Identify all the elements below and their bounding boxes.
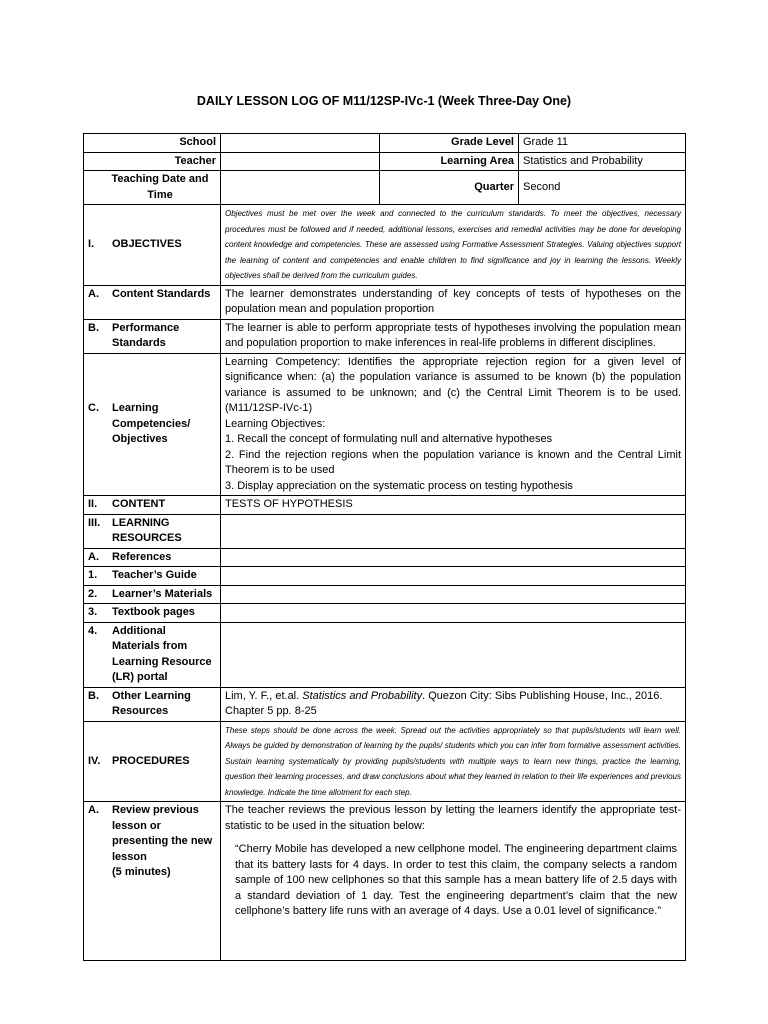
content-num: II. xyxy=(88,498,98,510)
reference-publisher: . Quezon City: Sibs Publishing House, Inc., 2016. Chapter 5 pp. 8-25 xyxy=(225,689,663,717)
review-heading xyxy=(84,802,221,961)
objectives-label: OBJECTIVES xyxy=(112,238,182,250)
references-value xyxy=(221,548,686,567)
quarter-value: Second xyxy=(519,171,686,205)
page-title: DAILY LESSON LOG OF M11/12SP-IVc-1 (Week Three-Day One) xyxy=(196,94,572,108)
learners-materials-heading xyxy=(84,585,221,604)
content-label: CONTENT xyxy=(112,498,166,510)
learning-resources-label: LEARNING RESOURCES xyxy=(112,516,182,544)
learning-objective-2: 2. Find the rejection regions when the population variance is known and the Central Limit Theorem is to be used xyxy=(225,448,681,476)
textbook-pages-label: Textbook pages xyxy=(112,606,195,618)
learners-materials-row xyxy=(84,585,686,604)
review-label-group xyxy=(112,803,216,881)
learning-area-label: Learning Area xyxy=(380,152,519,171)
textbook-pages-row xyxy=(84,604,686,623)
learning-resources-row xyxy=(84,514,686,548)
teachers-guide-label: Teacher’s Guide xyxy=(112,569,197,581)
school-label: School xyxy=(84,134,221,153)
learning-resources-value xyxy=(221,514,686,548)
competencies-num: C. xyxy=(88,402,99,414)
content-text: TESTS OF HYPOTHESIS xyxy=(221,496,686,515)
content-standards-label: Content Standards xyxy=(112,287,211,300)
performance-standards-label: Performance Standards xyxy=(112,321,180,349)
content-standards-row xyxy=(84,285,686,319)
review-time: (5 minutes) xyxy=(112,866,171,878)
lesson-log-table xyxy=(83,133,686,961)
performance-standards-row xyxy=(84,319,686,353)
content-standards-heading xyxy=(84,285,221,319)
date-row xyxy=(84,171,686,205)
references-heading xyxy=(84,548,221,567)
competencies-label: Learning Competencies/ Objectives xyxy=(112,402,191,445)
textbook-pages-heading xyxy=(84,604,221,623)
teachers-guide-row xyxy=(84,567,686,586)
grade-level-label: Grade Level xyxy=(380,134,519,153)
other-resources-row xyxy=(84,687,686,721)
reference-author: Lim, Y. F., et.al. xyxy=(225,689,303,702)
competencies-row xyxy=(84,353,686,496)
teachers-guide-heading xyxy=(84,567,221,586)
school-row xyxy=(84,134,686,153)
learning-area-value: Statistics and Probability xyxy=(519,152,686,171)
review-row xyxy=(84,802,686,961)
teachers-guide-num: 1. xyxy=(88,569,98,581)
teaching-date-label: Teaching Date and Time xyxy=(84,171,221,205)
learning-objective-3: 3. Display appreciation on the systematic process on testing hypothesis xyxy=(225,479,573,492)
learning-competency-text: Learning Competency: Identifies the appropriate rejection region for a given level of significance when: (a) the population variance is assumed to be known (b) the population variance is assumed to be unknown; and (c) the Central Limit Theorem is to be used. (M11/12SP-IVc-1) xyxy=(225,355,681,414)
additional-materials-value xyxy=(221,622,686,687)
learning-resources-num: III. xyxy=(88,516,101,529)
teacher-label: Teacher xyxy=(84,152,221,171)
other-resources-num: B. xyxy=(88,689,99,702)
references-num: A. xyxy=(88,550,99,563)
additional-materials-num: 4. xyxy=(88,624,98,637)
performance-standards-heading xyxy=(84,319,221,353)
additional-materials-heading xyxy=(84,622,221,687)
review-label: Review previous lesson or presenting the new lesson xyxy=(112,804,213,863)
content-standards-num: A. xyxy=(88,287,99,300)
learning-resources-heading xyxy=(84,514,221,548)
other-resources-value xyxy=(221,687,686,721)
procedures-note: These steps should be done across the week. Spread out the activities appropriately so that pupils/students will learn well. Always be guided by demonstration of learning by the pupils/ students which you can infer from formative assessment activities. Sustain learning systematically by providing pupils/students with multiple ways to learn new things, practice the learning, question their learning processes, and draw conclusions about what they learned in relation to their life experiences and previous knowledge. Indicate the time allotment for each step. xyxy=(221,721,686,802)
references-label: References xyxy=(112,550,172,563)
review-intro: The teacher reviews the previous lesson by letting the learners identify the appropriate test-statistic to be used in the situation below: xyxy=(225,804,681,832)
teacher-value xyxy=(221,152,380,171)
quarter-label: Quarter xyxy=(380,171,519,205)
performance-standards-text: The learner is able to perform appropriate tests of hypotheses involving the population mean and population proportion to make inferences in real-life problems in different disciplines. xyxy=(221,319,686,353)
procedures-num: IV. xyxy=(88,754,101,767)
learners-materials-label: Learner’s Materials xyxy=(112,587,213,600)
teachers-guide-value xyxy=(221,567,686,586)
objectives-num: I. xyxy=(88,238,95,250)
learners-materials-value xyxy=(221,585,686,604)
content-standards-text: The learner demonstrates understanding of key concepts of tests of hypotheses on the population mean and population proportion xyxy=(221,285,686,319)
review-num: A. xyxy=(88,804,99,816)
content-heading xyxy=(84,496,221,515)
teacher-row xyxy=(84,152,686,171)
textbook-pages-num: 3. xyxy=(88,606,98,618)
additional-materials-row xyxy=(84,622,686,687)
procedures-row xyxy=(84,721,686,802)
content-row xyxy=(84,496,686,515)
learning-objectives-heading: Learning Objectives: xyxy=(225,417,326,430)
grade-level-value: Grade 11 xyxy=(519,134,686,153)
additional-materials-label: Additional Materials from Learning Resource (LR) portal xyxy=(112,624,212,683)
learning-objective-1: 1. Recall the concept of formulating null and alternative hypotheses xyxy=(225,433,553,445)
reference-book-title: Statistics and Probability xyxy=(302,689,423,702)
objectives-heading xyxy=(84,205,221,286)
competencies-heading xyxy=(84,353,221,496)
school-value xyxy=(221,134,380,153)
textbook-pages-value xyxy=(221,604,686,623)
procedures-label: PROCEDURES xyxy=(112,754,190,767)
performance-standards-num: B. xyxy=(88,321,99,334)
competencies-cell xyxy=(221,353,686,496)
other-resources-heading xyxy=(84,687,221,721)
learners-materials-num: 2. xyxy=(88,587,98,600)
procedures-heading xyxy=(84,721,221,802)
objectives-row xyxy=(84,205,686,286)
other-resources-label: Other Learning Resources xyxy=(112,689,191,717)
review-situation-quote: “Cherry Mobile has developed a new cellphone model. The engineering department claims that its battery lasts for 4 days. In order to test this claim, the company selects a random sample of 100 new cellphones so that this sample has a mean battery life of 2.5 days with a standard deviation of 1 day. Test the engineering department’s claim that the new cellphone’s battery life runs with an average of 4 days. Use a 0.01 level of significance.” xyxy=(235,843,677,917)
teaching-date-value xyxy=(221,171,380,205)
references-row xyxy=(84,548,686,567)
review-cell xyxy=(221,802,686,961)
objectives-note: Objectives must be met over the week and connected to the curriculum standards. To meet the objectives, necessary procedures must be followed and if needed, additional lessons, exercises and remedial activities may be done for developing content knowledge and competencies. These are assessed using Formative Assessment Strategies. Valuing objectives support the learning of content and competencies and enable children to find significance and joy in learning the lessons. Weekly objectives shall be derived from the curriculum guides. xyxy=(221,205,686,286)
